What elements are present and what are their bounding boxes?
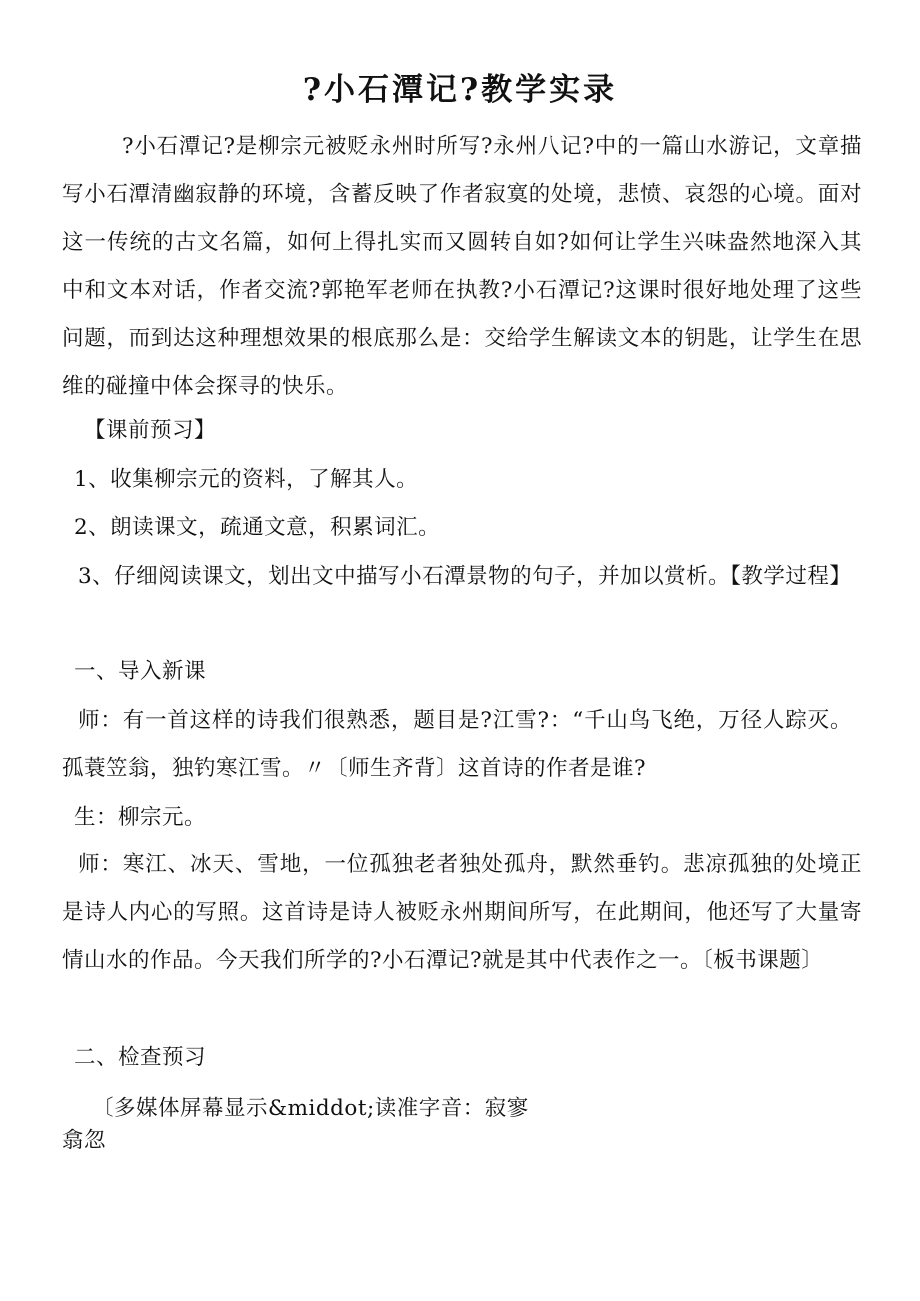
preview-item-3 (78, 555, 868, 599)
intro-paragraph: ?小石潭记?是柳宗元被贬永州时所写?永州八记?中的一篇山水游记，文章描写小石潭清幽寂静的环境，含蓄反映了作者寂寞的处境，悲愤、哀怨的心境。面对这一传统的古文名篇，如何上得扎实而又圆转自如?如何让学生兴味盎然地深入其中和文本对话，作者交流?郭艳军老师在执教?小石潭记?这课时很好地处理了这些问题，而到达这种理想效果的根底那么是：交给学生解读文本的钥匙，让学生在思维的碰撞中体会探寻的快乐。 (62, 134, 862, 399)
preview-item-1: 1、收集柳宗元的资料，了解其人。 (74, 467, 419, 492)
section2-heading: 二、检查预习 (74, 1045, 207, 1070)
pronunciation-word: 翕忽 (62, 1128, 107, 1153)
section1-heading: 一、导入新课 (74, 659, 207, 684)
dialogue-student-1: 生：柳宗元。 (74, 805, 207, 830)
preview-item-3-text: 3、仔细阅读课文，划出文中描写小石潭景物的句子，并加以赏析。【教学过程】 (78, 564, 852, 589)
dialogue-teacher-2: 师：寒江、冰天、雪地，一位孤独老者独处孤舟，默然垂钓。悲凉孤独的处境正是诗人内心的写照。这首诗是诗人被贬永州期间所写，在此期间，他还写了大量寄情山水的作品。今天我们所学的?小石潭记?就是其中代表作之一。〔板书课题〕 (62, 852, 862, 973)
dialogue-teacher-1: 师：有一首这样的诗我们很熟悉，题目是?江雪?：“千山鸟飞绝，万径人踪灭。孤蓑笠翁，独钓寒江雪。〃〔师生齐背〕这首诗的作者是谁? (62, 708, 852, 781)
preview-item-2: 2、朗读课文，疏通文意，积累词汇。 (74, 515, 441, 540)
preview-heading: 【课前预习】 (84, 418, 217, 443)
document-title: ?小石潭记?教学实录 (302, 72, 618, 108)
media-display-line: 〔多媒体屏幕显示&middot;读准字音：寂寥 (92, 1096, 529, 1121)
